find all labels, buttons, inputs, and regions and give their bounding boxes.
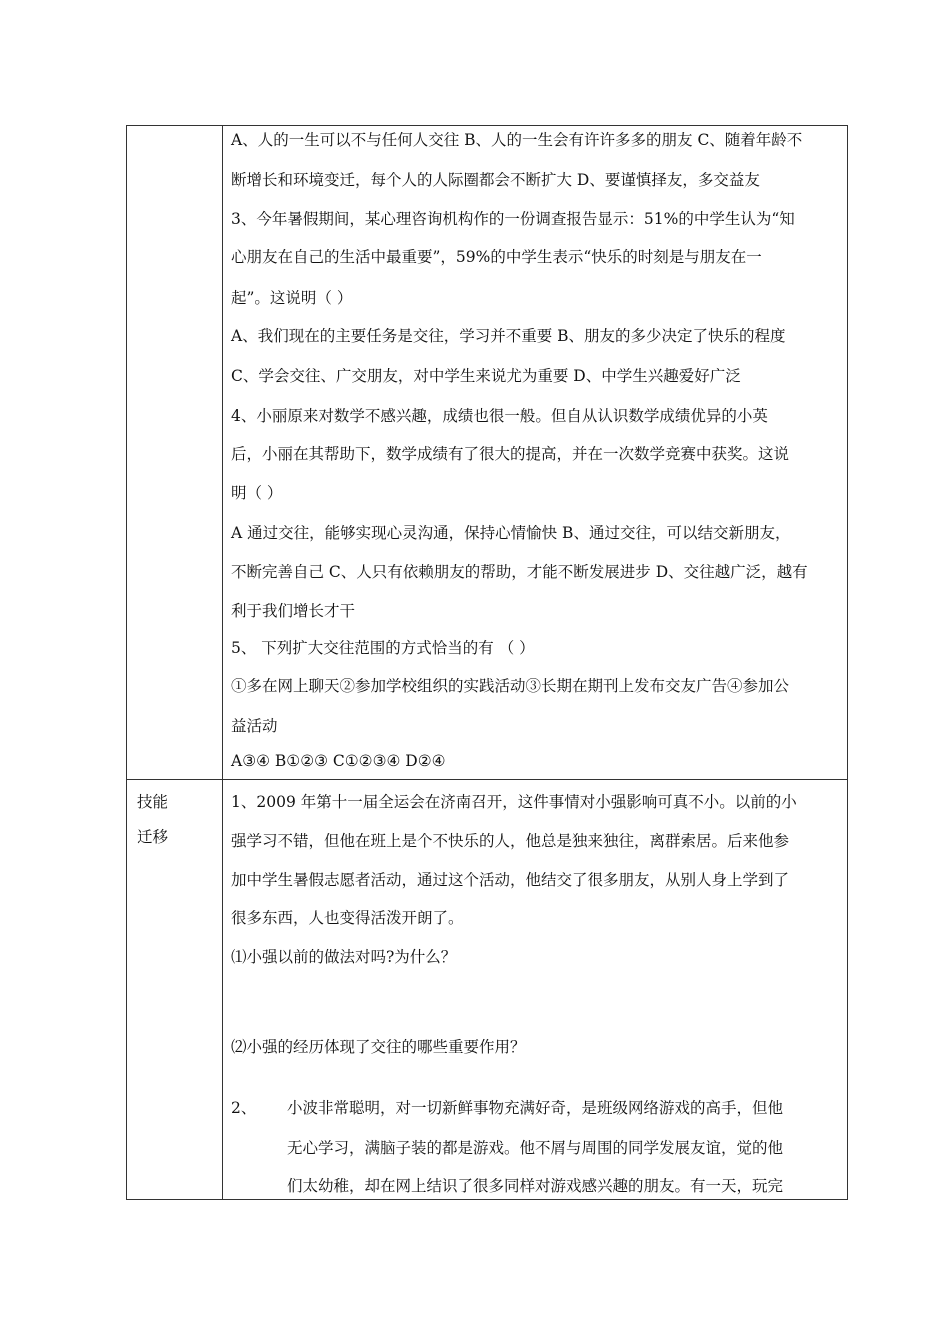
row-divider (127, 779, 847, 780)
text-line: 强学习不错，但他在班上是个不快乐的人，他总是独来独往，离群索居。后来他参 (231, 832, 790, 850)
text-line: 断增长和环境变迁，每个人的人际圈都会不断扩大 D、要谨慎择友，多交益友 (231, 171, 760, 189)
text-line: 心朋友在自己的生活中最重要”，59%的中学生表示“快乐的时刻是与朋友在一 (231, 248, 762, 266)
column-divider (222, 126, 223, 1199)
text-line: 小波非常聪明，对一切新鲜事物充满好奇，是班级网络游戏的高手，但他 (287, 1099, 784, 1117)
text-line: 后，小丽在其帮助下，数学成绩有了很大的提高，并在一次数学竞赛中获奖。这说 (231, 445, 790, 463)
text-line: 3、今年暑假期间，某心理咨询机构作的一份调查报告显示：51%的中学生认为“知 (231, 210, 795, 228)
document-table (126, 125, 848, 1200)
text-line: 明（ ） (231, 484, 283, 502)
text-line: A、我们现在的主要任务是交往，学习并不重要 B、朋友的多少决定了快乐的程度 (231, 327, 786, 345)
text-line: 加中学生暑假志愿者活动，通过这个活动，他结交了很多朋友，从别人身上学到了 (231, 871, 790, 889)
text-line: 起”。这说明（ ） (231, 289, 353, 307)
item-number: 2、 (231, 1099, 257, 1117)
text-line: 5、 下列扩大交往范围的方式恰当的有 （ ） (231, 639, 535, 657)
question-line: ⑴小强以前的做法对吗?为什么？ (231, 948, 457, 966)
question-line: ⑵小强的经历体现了交往的哪些重要作用？ (231, 1038, 526, 1056)
text-line: A③④ B①②③ C①②③④ D②④ (231, 752, 446, 770)
text-line: 益活动 (231, 717, 278, 735)
text-line: C、学会交往、广交朋友，对中学生来说尤为重要 D、中学生兴趣爱好广泛 (231, 367, 741, 385)
text-line: 很多东西，人也变得活泼开朗了。 (231, 909, 464, 927)
text-line: 4、小丽原来对数学不感兴趣，成绩也很一般。但自从认识数学成绩优异的小英 (231, 407, 768, 425)
text-line: A 通过交往，能够实现心灵沟通，保持心情愉快 B、通过交往，可以结交新朋友， (231, 524, 791, 542)
text-line: 不断完善自己 C、人只有依赖朋友的帮助，才能不断发展进步 D、交往越广泛，越有 (231, 563, 808, 581)
text-line: 1、2009 年第十一届全运会在济南召开，这件事情对小强影响可真不小。以前的小 (231, 793, 797, 811)
section-label: 迁移 (137, 828, 169, 846)
text-line: 无心学习，满脑子装的都是游戏。他不屑与周围的同学发展友谊，觉的他 (287, 1139, 784, 1157)
text-line: ①多在网上聊天②参加学校组织的实践活动③长期在期刊上发布交友广告④参加公 (231, 677, 790, 695)
text-line: 利于我们增长才干 (231, 602, 356, 620)
section-label: 技能 (137, 793, 169, 811)
text-line: 们太幼稚，却在网上结识了很多同样对游戏感兴趣的朋友。有一天，玩完 (287, 1177, 784, 1195)
text-line: A、人的一生可以不与任何人交往 B、人的一生会有许许多多的朋友 C、随着年龄不 (231, 131, 803, 149)
